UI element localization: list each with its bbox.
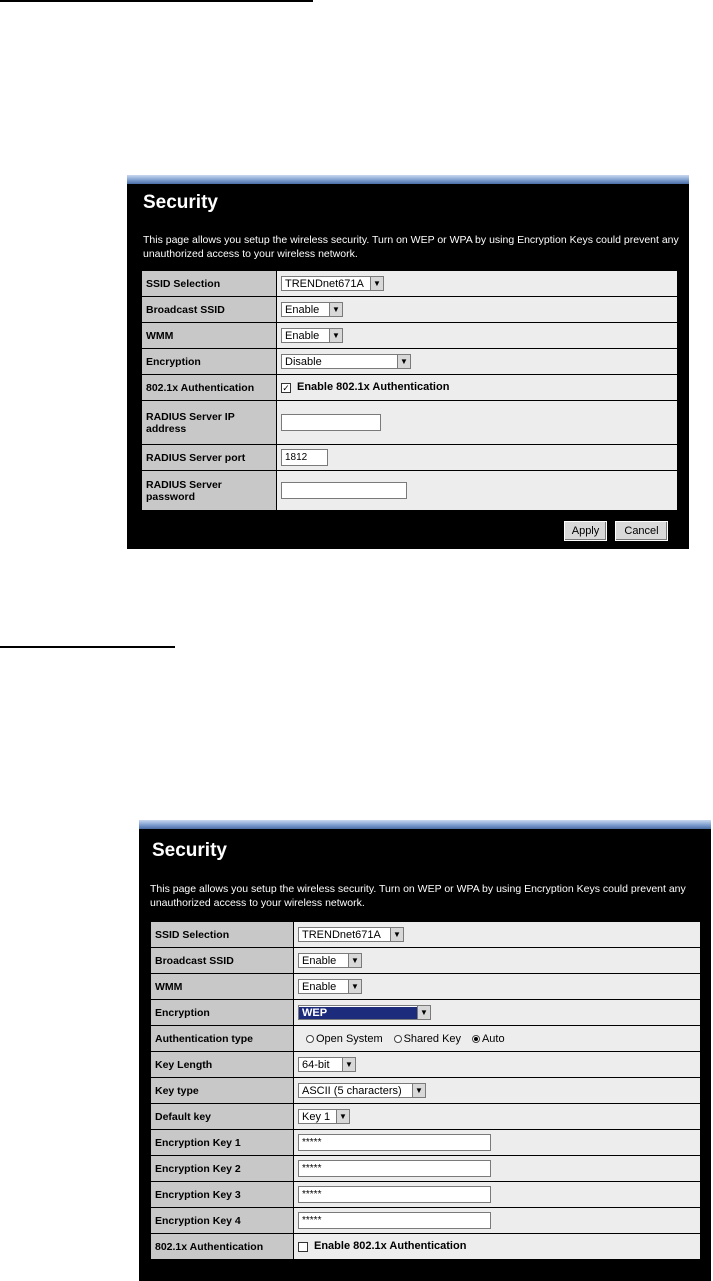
- panel-header-bar: [127, 175, 689, 184]
- table-row: [142, 297, 678, 323]
- wmm-label: WMM: [142, 323, 277, 349]
- enable-8021x-checkbox[interactable]: [298, 1242, 308, 1252]
- enc-key-3-input[interactable]: *****: [298, 1186, 491, 1203]
- ssid-selection-label: SSID Selection: [142, 271, 277, 297]
- table-row: [151, 1234, 701, 1260]
- table-row: [151, 948, 701, 974]
- wmm-select[interactable]: Enable ▼: [298, 979, 362, 994]
- table-row: [142, 445, 678, 471]
- chevron-down-icon: ▼: [348, 954, 361, 967]
- ssid-selection-label: SSID Selection: [151, 922, 294, 948]
- broadcast-ssid-label: Broadcast SSID: [151, 948, 294, 974]
- page-description: This page allows you setup the wireless security. Turn on WEP or WPA by using Encryption Keys could prevent any unauthorized access to your wireless network.: [150, 883, 686, 909]
- ssid-selection-select[interactable]: TRENDnet671A ▼: [298, 927, 404, 942]
- encryption-select[interactable]: Disable ▼: [281, 354, 411, 369]
- auth-shared-key-label: Shared Key: [403, 1032, 462, 1045]
- table-row: [151, 1052, 701, 1078]
- radius-port-input[interactable]: 1812: [281, 449, 328, 466]
- key-length-select[interactable]: 64-bit ▼: [298, 1057, 356, 1072]
- enc-key-4-label: Encryption Key 4: [151, 1208, 294, 1234]
- table-row: [151, 1000, 701, 1026]
- auth-open-system-label: Open System: [316, 1032, 383, 1045]
- table-row: [151, 1182, 701, 1208]
- chevron-down-icon: ▼: [329, 329, 342, 342]
- table-row: [142, 323, 678, 349]
- broadcast-ssid-label: Broadcast SSID: [142, 297, 277, 323]
- enable-8021x-label: Enable 802.1x Authentication: [297, 381, 450, 394]
- chevron-down-icon: ▼: [329, 303, 342, 316]
- radius-password-input[interactable]: [281, 482, 407, 499]
- apply-button[interactable]: Apply: [564, 521, 607, 541]
- auth-open-system-radio[interactable]: [306, 1035, 314, 1043]
- table-row: [151, 1208, 701, 1234]
- chevron-down-icon: ▼: [336, 1110, 349, 1123]
- radius-ip-input[interactable]: [281, 414, 381, 431]
- enable-8021x-checkbox[interactable]: ✓: [282, 382, 290, 393]
- security-panel-disabled: [127, 175, 689, 549]
- encryption-select[interactable]: WEP ▼: [298, 1005, 431, 1020]
- chevron-down-icon: ▼: [417, 1006, 430, 1019]
- table-row: [142, 401, 678, 445]
- section-rule: [0, 646, 175, 648]
- ssid-selection-select[interactable]: TRENDnet671A ▼: [281, 276, 384, 291]
- auth-auto-label: Auto: [481, 1032, 505, 1045]
- auth-8021x-label: 802.1x Authentication: [142, 375, 277, 401]
- radius-ip-label: RADIUS Server IP address: [142, 401, 277, 445]
- auth-shared-key-radio[interactable]: [394, 1035, 402, 1043]
- table-row: [142, 375, 678, 401]
- enc-key-3-label: Encryption Key 3: [151, 1182, 294, 1208]
- chevron-down-icon: ▼: [390, 928, 403, 941]
- wmm-select[interactable]: Enable ▼: [281, 328, 343, 343]
- auth-type-label: Authentication type: [151, 1026, 294, 1052]
- cancel-button[interactable]: Cancel: [615, 521, 668, 541]
- security-settings-table: [141, 270, 678, 511]
- chevron-down-icon: ▼: [397, 355, 410, 368]
- chevron-down-icon: ▼: [348, 980, 361, 993]
- table-row: [151, 974, 701, 1000]
- security-settings-table: [150, 921, 701, 1260]
- key-type-label: Key type: [151, 1078, 294, 1104]
- auth-auto-radio[interactable]: [472, 1035, 480, 1043]
- table-row: [142, 271, 678, 297]
- auth-8021x-label: 802.1x Authentication: [151, 1234, 294, 1260]
- table-row: [151, 922, 701, 948]
- key-type-select[interactable]: ASCII (5 characters) ▼: [298, 1083, 426, 1098]
- wmm-label: WMM: [151, 974, 294, 1000]
- enc-key-4-input[interactable]: *****: [298, 1212, 491, 1229]
- panel-header-bar: [139, 820, 711, 829]
- radius-port-label: RADIUS Server port: [142, 445, 277, 471]
- broadcast-ssid-select[interactable]: Enable ▼: [281, 302, 343, 317]
- encryption-label: Encryption: [142, 349, 277, 375]
- security-panel-wep: [139, 820, 711, 1281]
- top-rule: [0, 0, 313, 2]
- broadcast-ssid-select[interactable]: Enable ▼: [298, 953, 362, 968]
- default-key-select[interactable]: Key 1 ▼: [298, 1109, 350, 1124]
- page-description: This page allows you setup the wireless security. Turn on WEP or WPA by using Encryption Keys could prevent any unauthorized access to your wireless network.: [143, 234, 679, 260]
- page-title: Security: [143, 192, 218, 213]
- radius-password-label: RADIUS Server password: [142, 471, 277, 511]
- enc-key-1-input[interactable]: *****: [298, 1134, 491, 1151]
- chevron-down-icon: ▼: [412, 1084, 425, 1097]
- table-row: [151, 1104, 701, 1130]
- table-row: [142, 349, 678, 375]
- enc-key-2-input[interactable]: *****: [298, 1160, 491, 1177]
- key-length-label: Key Length: [151, 1052, 294, 1078]
- table-row: [151, 1026, 701, 1052]
- enc-key-1-label: Encryption Key 1: [151, 1130, 294, 1156]
- page-title: Security: [152, 840, 227, 861]
- encryption-label: Encryption: [151, 1000, 294, 1026]
- default-key-label: Default key: [151, 1104, 294, 1130]
- enable-8021x-label: Enable 802.1x Authentication: [314, 1240, 467, 1253]
- table-row: [151, 1156, 701, 1182]
- table-row: [142, 471, 678, 511]
- table-row: [151, 1130, 701, 1156]
- chevron-down-icon: ▼: [370, 277, 383, 290]
- table-row: [151, 1078, 701, 1104]
- chevron-down-icon: ▼: [342, 1058, 355, 1071]
- enc-key-2-label: Encryption Key 2: [151, 1156, 294, 1182]
